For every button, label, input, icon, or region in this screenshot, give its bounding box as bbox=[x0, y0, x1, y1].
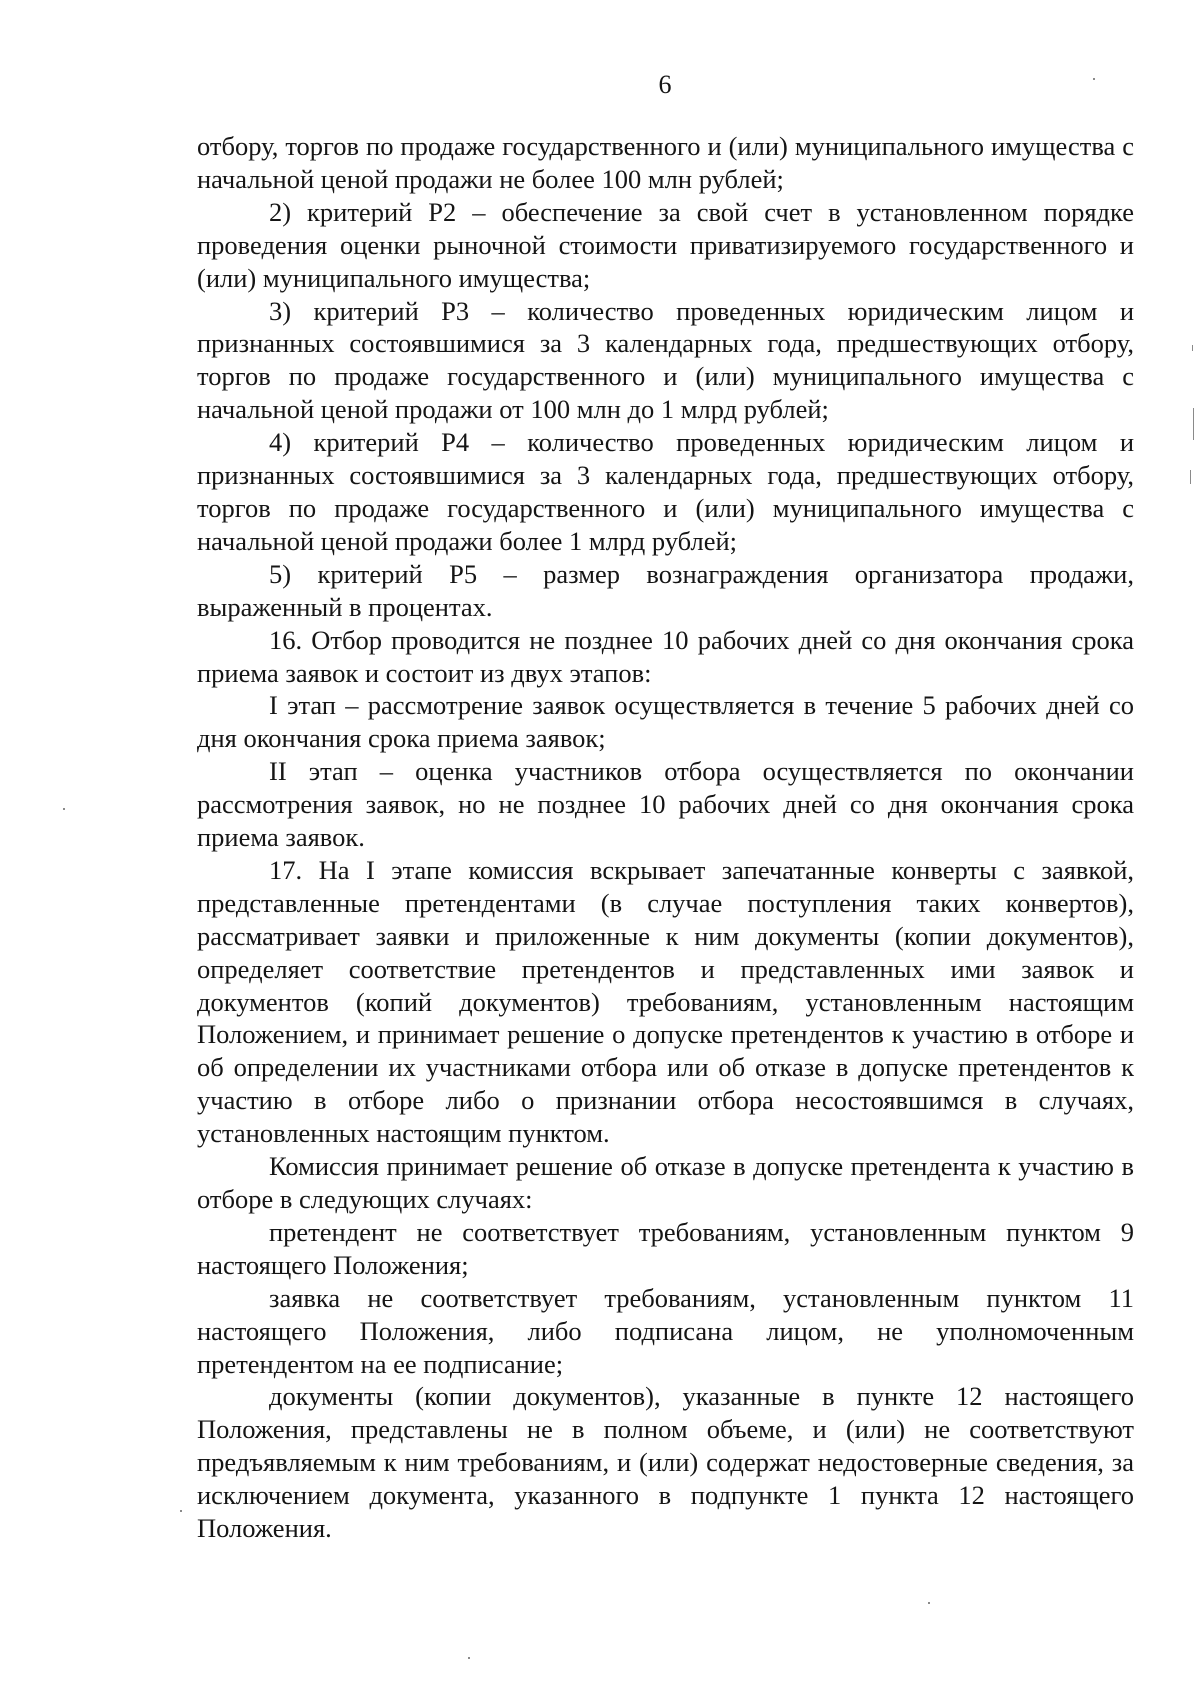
paragraph-refusal-case-3: документы (копии документов), указанные в пункте 12 настоящего Положения, представлены не в полном объеме, и (или) не соответствуют предъявляемым к ним требованиям, и (или) содержат недостоверные сведения, за исключением документа, указанного в подпункте 1 пункта 12 настоящего Положения. bbox=[197, 1381, 1134, 1544]
scan-speck bbox=[928, 1602, 930, 1604]
paragraph-criterion-p3: 3) критерий Р3 – количество проведенных юридическим лицом и признанных состоявшимися за 3 календарных года, предшествующих отбору, торгов по продаже государственного и (или) муниципального имущества с начальной ценой продажи от 100 млн до 1 млрд рублей; bbox=[197, 295, 1134, 425]
scan-speck bbox=[180, 1510, 182, 1512]
paragraph-stage-1: I этап – рассмотрение заявок осуществляется в течение 5 рабочих дней со дня окончания срока приема заявок; bbox=[197, 690, 1134, 754]
scan-speck bbox=[468, 1657, 470, 1659]
paragraph-clause-16: 16. Отбор проводится не позднее 10 рабочих дней со дня окончания срока приема заявок и состоит из двух этапов: bbox=[197, 624, 1134, 688]
scan-speck bbox=[1192, 345, 1193, 351]
document-body bbox=[197, 130, 1134, 1545]
scan-speck bbox=[1190, 470, 1191, 484]
paragraph-refusal-case-2: заявка не соответствует требованиям, установленным пунктом 11 настоящего Положения, либо подписана лицом, не уполномоченным претендентом на ее подписание; bbox=[197, 1282, 1134, 1379]
scan-speck bbox=[1093, 78, 1095, 80]
scan-speck bbox=[1193, 408, 1194, 440]
paragraph-criterion-p2: 2) критерий Р2 – обеспечение за свой счет в установленном порядке проведения оценки рыночной стоимости приватизируемого государственного и (или) муниципального имущества; bbox=[197, 196, 1134, 293]
paragraph-criterion-p4: 4) критерий Р4 – количество проведенных юридическим лицом и признанных состоявшимися за 3 календарных года, предшествующих отбору, торгов по продаже государственного и (или) муниципального имущества с начальной ценой продажи более 1 млрд рублей; bbox=[197, 427, 1134, 556]
paragraph-continuation: отбору, торгов по продаже государственного и (или) муниципального имущества с начальной ценой продажи не более 100 млн рублей; bbox=[197, 131, 1134, 194]
paragraph-refusal-case-1: претендент не соответствует требованиям, установленным пунктом 9 настоящего Положения; bbox=[197, 1216, 1134, 1280]
paragraph-stage-2: II этап – оценка участников отбора осуществляется по окончании рассмотрения заявок, но не позднее 10 рабочих дней со дня окончания срока приема заявок. bbox=[197, 756, 1134, 853]
paragraph-criterion-p5: 5) критерий Р5 – размер вознаграждения организатора продажи, выраженный в процентах. bbox=[197, 558, 1134, 622]
paragraph-clause-17: 17. На I этапе комиссия вскрывает запечатанные конверты с заявкой, представленные претендентами (в случае поступления таких конвертов), рассматривает заявки и приложенные к ним документы (копии документов), определяет соответствие претендентов и представленных ими заявок и документов (копий документов) требованиям, установленным настоящим Положением, и принимает решение о допуске претендентов к участию в отборе и об определении их участниками отбора или об отказе в допуске претендентов к участию в отборе либо о признании отбора несостоявшимся в случаях, установленных настоящим пунктом. bbox=[197, 854, 1134, 1149]
paragraph-refusal-intro: Комиссия принимает решение об отказе в допуске претендента к участию в отборе в следующих случаях: bbox=[197, 1151, 1134, 1214]
scan-speck bbox=[63, 808, 65, 810]
page-number: 6 bbox=[658, 70, 672, 99]
